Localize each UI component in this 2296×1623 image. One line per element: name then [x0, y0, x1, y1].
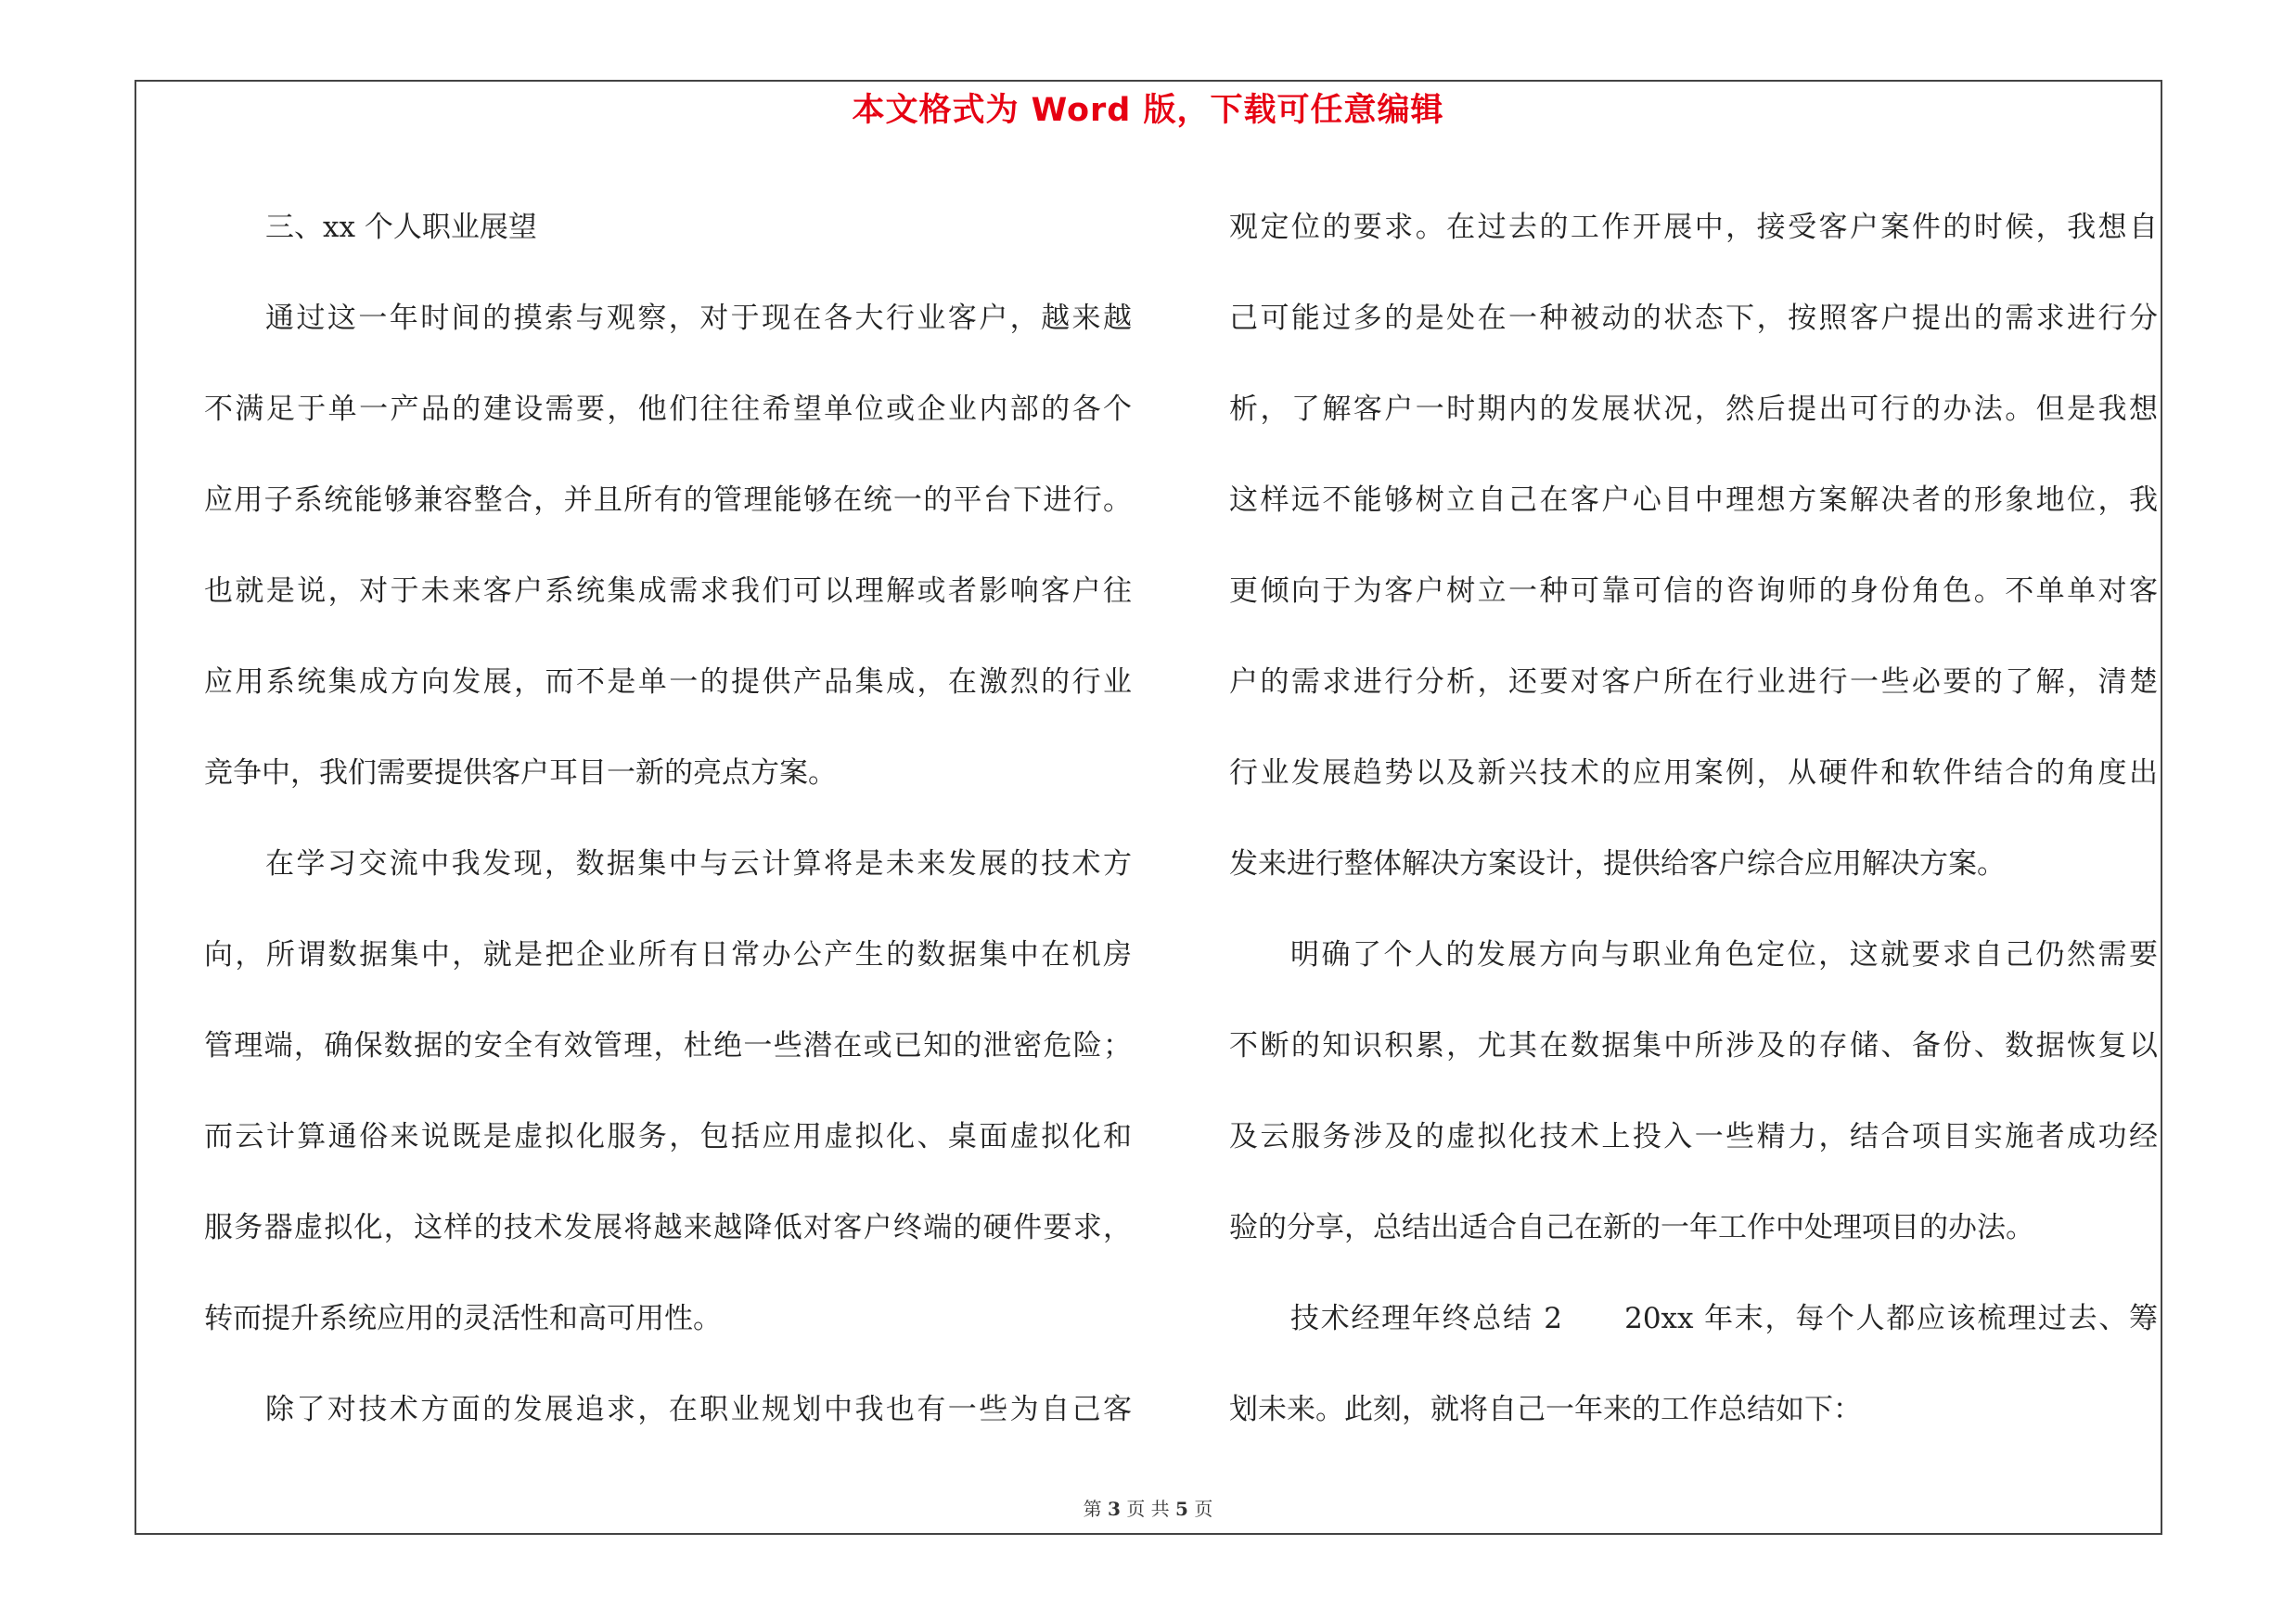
- footer-total-pages: 5: [1175, 1498, 1188, 1520]
- text-line: 三、xx 个人职业展望: [265, 211, 537, 244]
- text-line: 这样远不能够树立自己在客户心目中理想方案解决者的形象地位，我: [1229, 483, 2158, 517]
- text-line: 技术经理年终总结 2 20xx 年末，每个人都应该梳理过去、筹: [1290, 1302, 2158, 1335]
- footer-prefix: 第: [1083, 1498, 1102, 1520]
- text-line: 明确了个人的发展方向与职业角色定位，这就要求自己仍然需要: [1290, 938, 2158, 972]
- text-line: 向，所谓数据集中，就是把企业所有日常办公产生的数据集中在机房: [204, 938, 1132, 972]
- text-line: 更倾向于为客户树立一种可靠可信的咨询师的身份角色。不单单对客: [1229, 574, 2158, 608]
- format-notice-banner: 本文格式为 Word 版，下载可任意编辑: [852, 92, 1444, 129]
- text-line: 而云计算通俗来说既是虚拟化服务，包括应用虚拟化、桌面虚拟化和: [204, 1120, 1132, 1153]
- text-line: 行业发展趋势以及新兴技术的应用案例，从硬件和软件结合的角度出: [1229, 756, 2158, 790]
- footer-current-page: 3: [1108, 1498, 1121, 1520]
- text-line: 竞争中，我们需要提供客户耳目一新的亮点方案。: [204, 756, 837, 790]
- text-line: 服务器虚拟化，这样的技术发展将越来越降低对客户终端的硬件要求，: [204, 1211, 1132, 1244]
- footer-middle: 页 共: [1126, 1498, 1170, 1520]
- left-text-column: [204, 182, 1132, 1455]
- text-line: 除了对技术方面的发展追求，在职业规划中我也有一些为自己客: [265, 1393, 1132, 1426]
- text-line: 也就是说，对于未来客户系统集成需求我们可以理解或者影响客户往: [204, 574, 1132, 608]
- text-line: 发来进行整体解决方案设计，提供给客户综合应用解决方案。: [1229, 847, 2006, 881]
- right-text-column: [1229, 182, 2158, 1455]
- text-line: 验的分享，总结出适合自己在新的一年工作中处理项目的办法。: [1229, 1211, 2034, 1244]
- text-line: 不断的知识积累，尤其在数据集中所涉及的存储、备份、数据恢复以: [1229, 1029, 2158, 1063]
- footer-suffix: 页: [1194, 1498, 1213, 1520]
- text-line: 应用系统集成方向发展，而不是单一的提供产品集成，在激烈的行业: [204, 665, 1132, 699]
- text-line: 己可能过多的是处在一种被动的状态下，按照客户提出的需求进行分: [1229, 302, 2158, 335]
- text-line: 户的需求进行分析，还要对客户所在行业进行一些必要的了解，清楚: [1229, 665, 2158, 699]
- text-line: 通过这一年时间的摸索与观察，对于现在各大行业客户，越来越: [265, 302, 1132, 335]
- text-line: 不满足于单一产品的建设需要，他们往往希望单位或企业内部的各个: [204, 393, 1132, 426]
- text-line: 应用子系统能够兼容整合，并且所有的管理能够在统一的平台下进行。: [204, 483, 1132, 517]
- text-line: 转而提升系统应用的灵活性和高可用性。: [204, 1302, 722, 1335]
- text-line: 管理端，确保数据的安全有效管理，杜绝一些潜在或已知的泄密危险；: [204, 1029, 1132, 1063]
- text-line: 析，了解客户一时期内的发展状况，然后提出可行的办法。但是我想: [1229, 393, 2158, 426]
- text-line: 观定位的要求。在过去的工作开展中，接受客户案件的时候，我想自: [1229, 211, 2158, 244]
- text-line: 及云服务涉及的虚拟化技术上投入一些精力，结合项目实施者成功经: [1229, 1120, 2158, 1153]
- text-line: 划未来。此刻，就将自己一年来的工作总结如下：: [1229, 1393, 1862, 1426]
- page-footer: [0, 1496, 2296, 1522]
- text-line: 在学习交流中我发现，数据集中与云计算将是未来发展的技术方: [265, 847, 1132, 881]
